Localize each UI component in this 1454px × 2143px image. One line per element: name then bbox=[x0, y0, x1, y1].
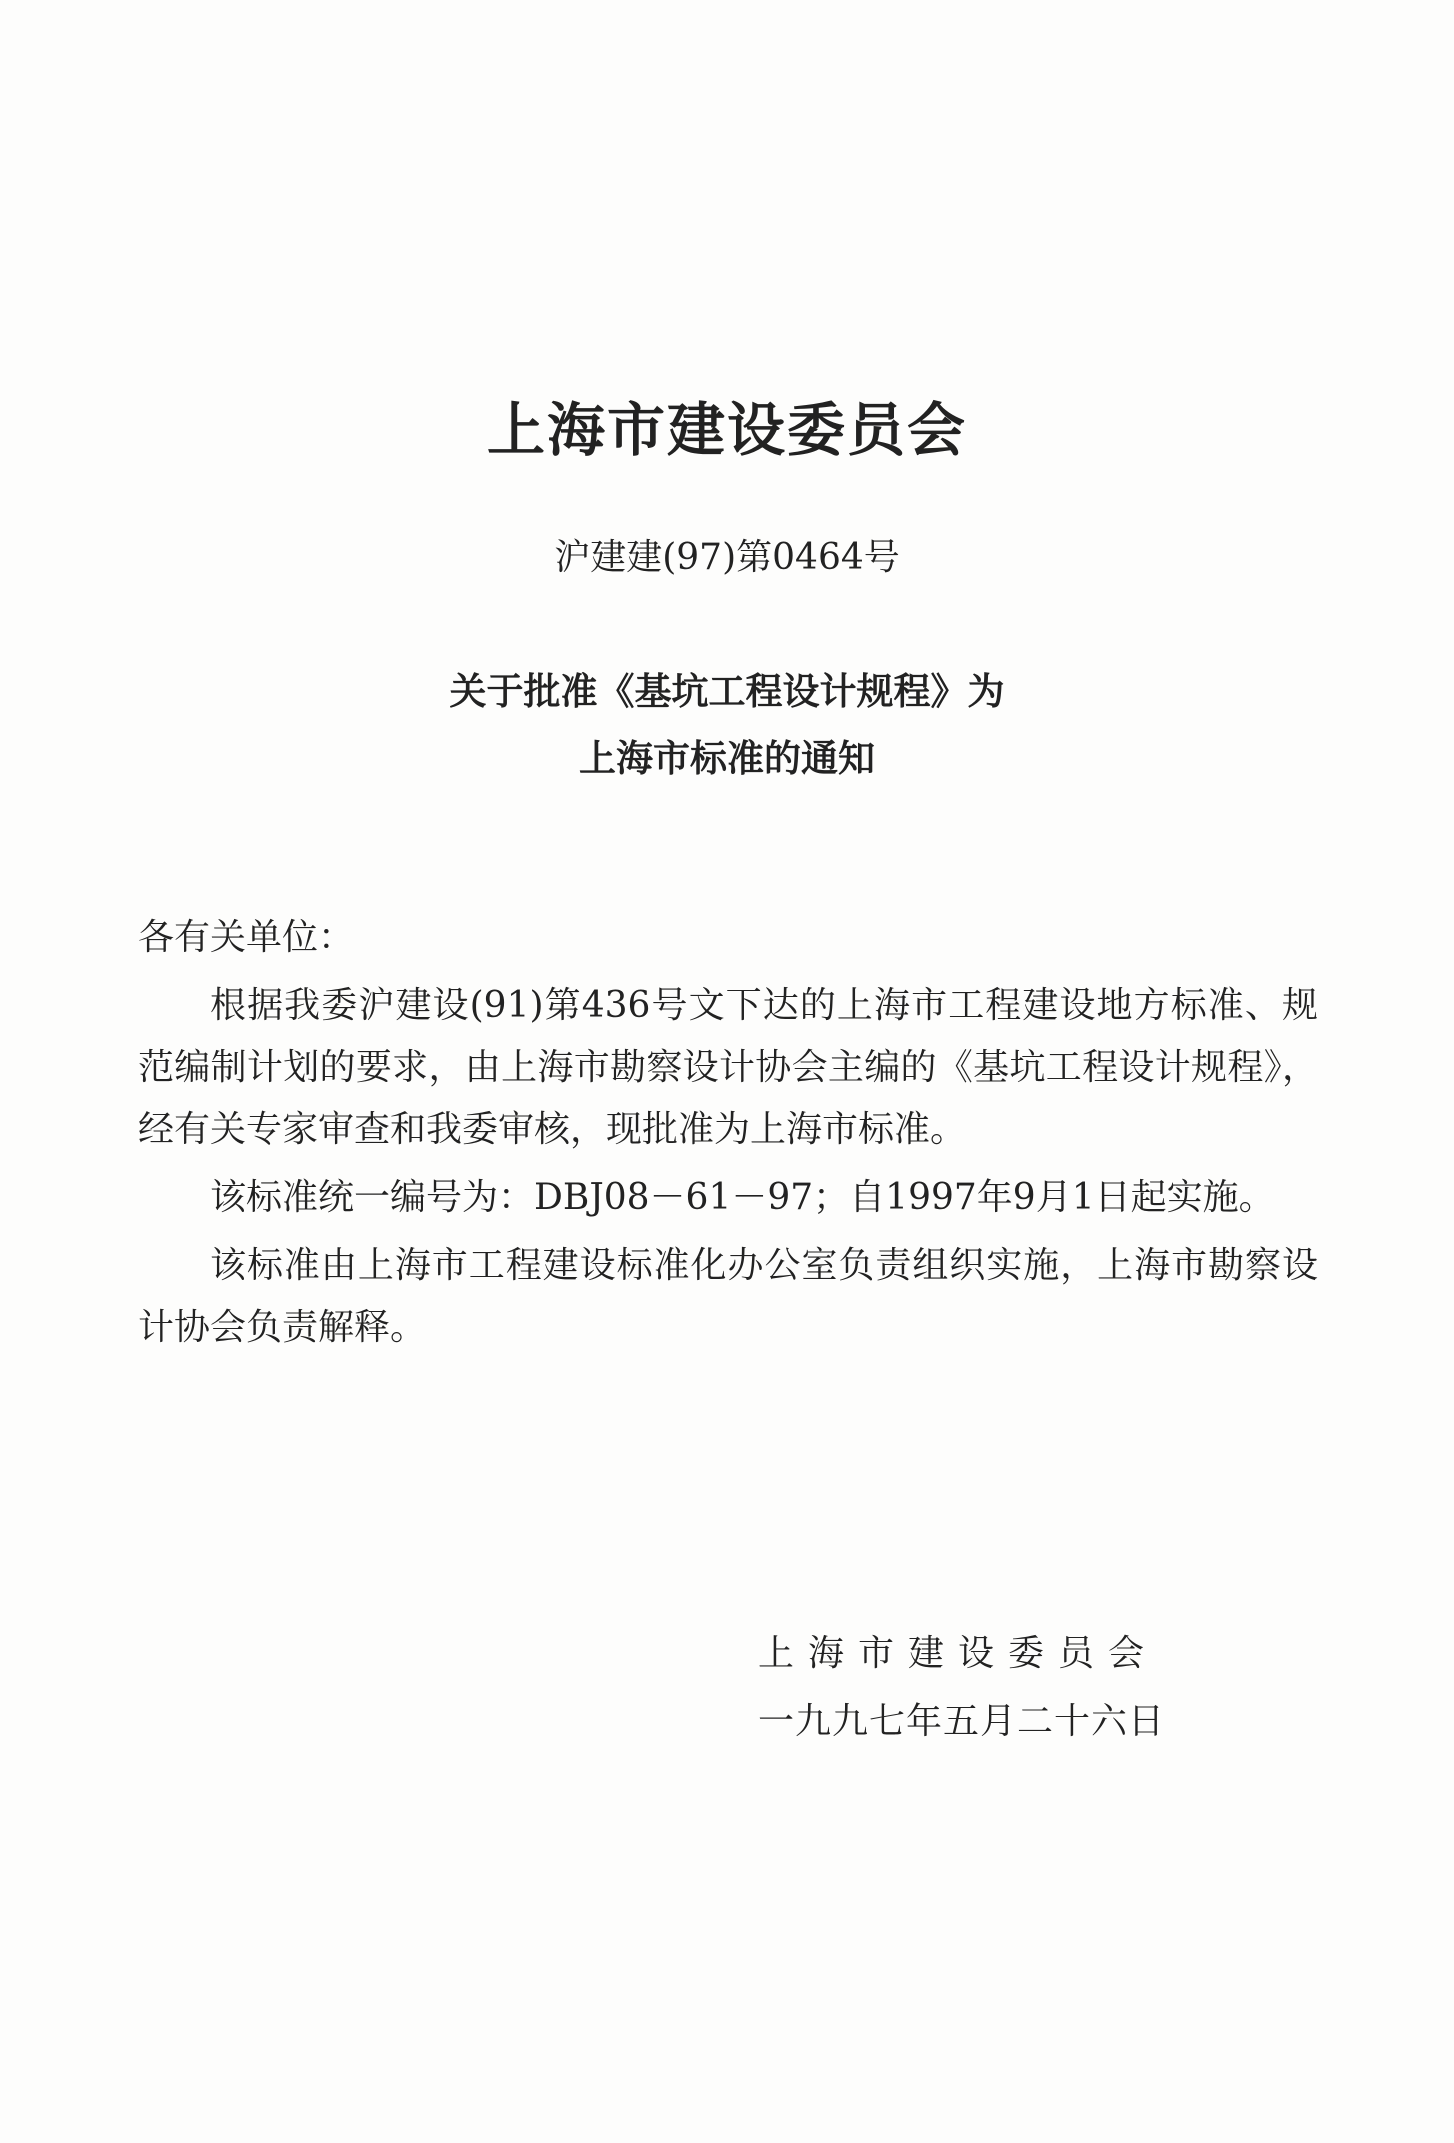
signature-block bbox=[758, 1620, 1228, 1756]
signature-organization: 上海市建设委员会 bbox=[758, 1633, 1159, 1674]
notice-subject bbox=[0, 658, 1454, 792]
signature-date: 一九九七年五月二十六日 bbox=[758, 1701, 1166, 1742]
body-paragraph-standard-number: 该标准统一编号为：DBJ08－61－97；自1997年9月1日起实施。 bbox=[210, 1177, 1275, 1218]
body-paragraph-approval: 根据我委沪建设(91)第436号文下达的上海市工程建设地方标准、规范编制计划的要求，由上海市勘察设计协会主编的《基坑工程设计规程》，经有关专家审查和我委审核，现批准为上海市标准。 bbox=[138, 985, 1318, 1150]
subject-line-2: 上海市标准的通知 bbox=[579, 737, 875, 780]
body-paragraph-implementation: 该标准由上海市工程建设标准化办公室负责组织实施，上海市勘察设计协会负责解释。 bbox=[138, 1245, 1318, 1348]
document-number: 沪建建(97)第0464号 bbox=[554, 537, 900, 578]
salutation: 各有关单位： bbox=[138, 917, 355, 958]
notice-body bbox=[138, 975, 1318, 1365]
issuer-title: 上海市建设委员会 bbox=[486, 396, 967, 464]
subject-line-1: 关于批准《基坑工程设计规程》为 bbox=[449, 670, 1005, 713]
